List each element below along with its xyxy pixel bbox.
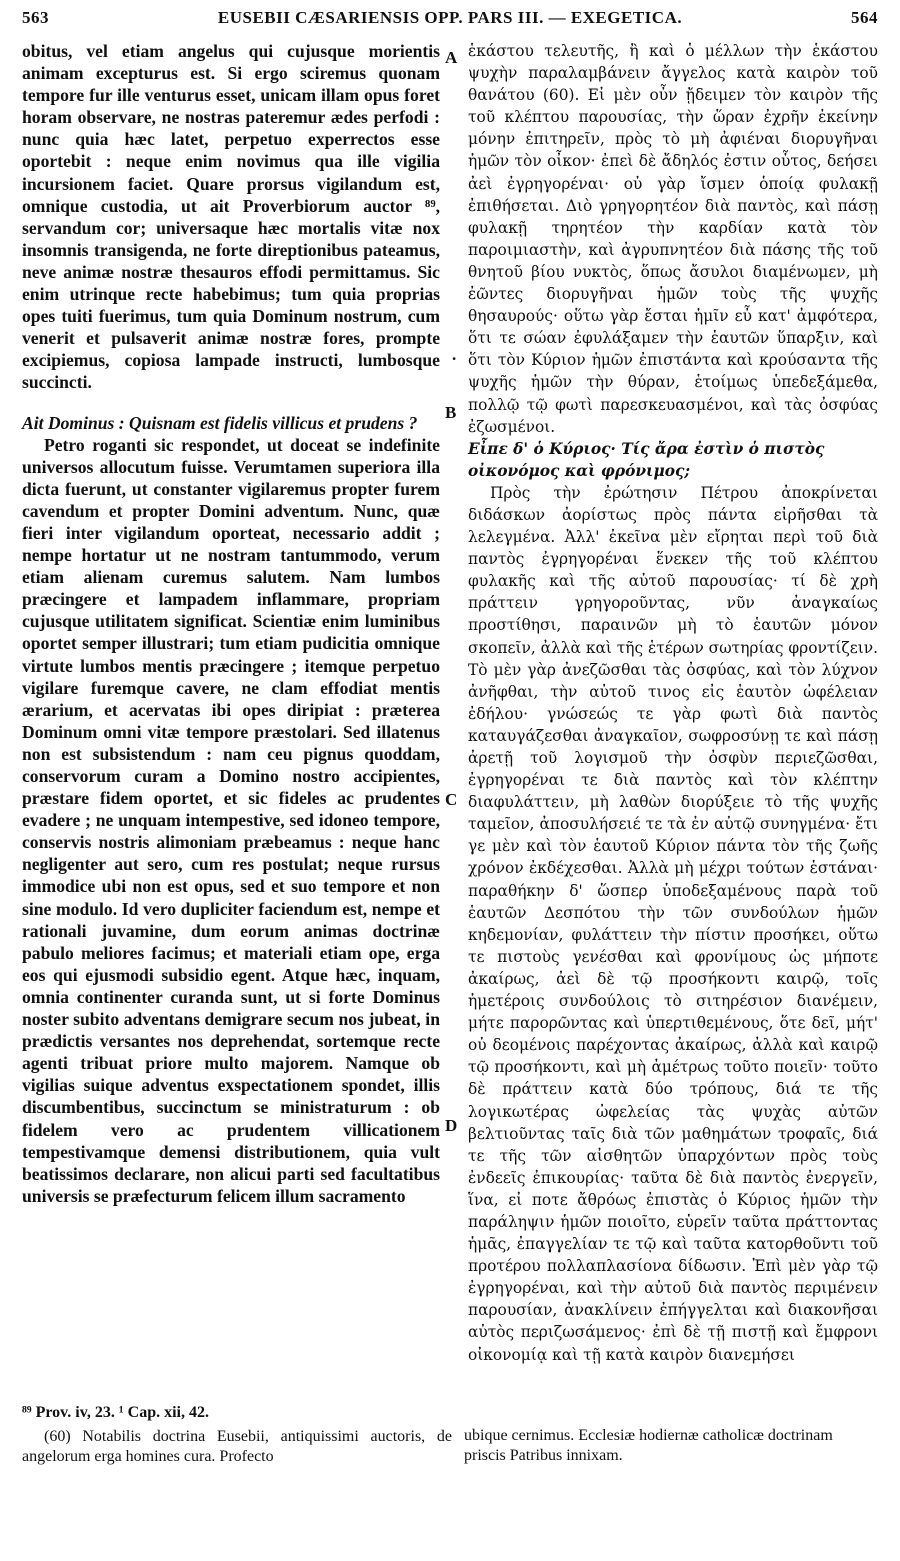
- footnote-60-continued: ubique cernimus. Ecclesiæ hodiernæ catholicæ doctrinam priscis Patribus innixam.: [464, 1427, 833, 1464]
- page-number-left: 563: [22, 8, 49, 27]
- latin-section-heading: Ait Dominus : Quisnam est fidelis villicus et prudens ?: [22, 412, 418, 433]
- latin-column: [22, 40, 440, 1207]
- greek-paragraph-2: Πρὸς τὴν ἐρώτησιν Πέτρου ἀποκρίνεται διδάσκων ἀορίστως πρὸς πάντα εἰρῆσθαι τὰ λελεγμένα. Ἀλλ' ἐκεῖνα μὲν εἴρηται περὶ τοῦ διὰ παντὸς ἐγρηγορέναι ἕνεκεν τῆς τοῦ κλέπτου φυλακῆς καὶ τῆς αὐτοῦ παρουσίας· τί δὲ χρὴ πράττειν γρηγοροῦντας, νῦν ἀναγκαίως προστίθησι, παραινῶν μὴ τὸ ἑαυτῶν μόνον σκοπεῖν, ἀλλὰ καὶ τῆς ἑτέρων σωτηρίας φροντίζειν. Τὸ μὲν γὰρ ἀνεζῶσθαι τὰς ὀσφύας, καὶ τὸν λύχνον ἀνῆφθαι, τὴν αὐτοῦ τινος εἰς ἑαυτὸν ὠφέλειαν ἐδήλου· γνώσεώς τε γὰρ φωτὶ διὰ παντὸς καταυγάζεσθαι ἀναγκαῖον, σωφροσύνῃ τε καὶ πάσῃ ἀρετῇ τοῦ λογισμοῦ τὴν ὀσφὺν περιεζῶσθαι, ἐγρηγορέναι τε διὰ παντὸς καὶ τὸν κλέπτην διαφυλάττειν, μὴ λαθὼν διορύξειε τὸ τῆς ψυχῆς ταμεῖον, ἀποσυλήσειέ τε τὰ ἐν αὐτῷ συνηγμένα· ἔτι γε μὲν καὶ τὸν ἑαυτοῦ Κύριον πάντα τὸν τῆς ζωῆς χρόνον ἐκδέχεσθαι. Ἀλλὰ μὴ μέχρι τούτων ἑστάναι· παραθήκην δ' ὥσπερ ὑποδεξαμένους παρὰ τοῦ ἑαυτῶν Δεσπότου τὴν τῶν συνδούλων ἡμῶν κηδεμονίαν, φυλάττειν τὴν πίστιν προσήκει, οὕτω τε πιστοὺς γενέσθαι καὶ φρονίμους ὡς μήποτε ἀκαίρως, ἀεὶ δὲ τῷ προσήκοντι καιρῷ, τοῖς ἡμετέροις συνδούλοις τὸ σιτηρέσιον διανέμειν, μήτε παρορῶντας καὶ ὑπερτιθεμένους, ὅτε δεῖ, μήτ' οὐ δεομένοις παρέχοντας ἀκαίρως, ἀλλὰ καὶ καιρῷ τῷ προσήκοντι, καὶ μὴ ἀμέτρως τοῦτο ποιεῖν· τοῦτο δὲ πράττειν κατὰ δύο τρόπους, διά τε τῆς λογικωτέρας ὠφελείας τὰς ψυχὰς αὐτῶν βελτιοῦντας ταῖς διὰ τῶν μαθημάτων τροφαῖς, διά τε τῆς τῶν αἰσθητῶν ὑπαρχόντων πρὸς τοὺς ἐνδεεῖς ἐπικουρίας· ταῦτα δὲ διὰ παντὸς ἐνεργεῖν, ἵνα, εἰ ποτε ἄθρόως ἐπιστὰς ὁ Κύριος ἡμῶν τὴν παράληψιν ἡμῶν ποιοῖτο, εὑρεῖν ταῦτα πράττοντας ἡμᾶς, ἐπαγγελίαν τε τῷ καὶ ταῦτα κατορθοῦντι τοῦ προτέρου πολλαπλασίονα δίδωσιν. Ἐπὶ μὲν γὰρ τῷ ἐγρηγορέναι, καὶ τὴν αὐτοῦ διὰ παντὸς περιμένειν παρουσίαν, ἀνακλίνειν ἐπήγγελται καὶ διακονῆσαι αὐτὸς περιζωσάμενος· ἐπὶ δὲ τῇ πιστῇ καὶ ἔμφρονι οἰκονομίᾳ καὶ τῇ κατὰ καιρὸν διανεμήσει: [468, 483, 878, 1364]
- latin-paragraph-2: Petro roganti sic respondet, ut doceat se indefinite universos allocutum fuisse. Verumtamen superiora illa dicta fuerunt, ut constanter vigilaremus propter furem cavendum et propter Domini adventum. Nunc, quæ fieri inter vigilandum oporteat, necessario addit ; nempe hortatur ut ne nostram tantummodo, verum etiam alienam curemus salutem. Nam lumbos præcingere et lampadem inflammare, propriam cujusque utilitatem significat. Scientiæ enim luminibus oportet semper illustrari; tum etiam pudicitia omnique virtute lumbos mentis præcingere ; itemque perpetuo vigilare furemque cavere, ne clam effodiat mentis ærarium, et acervatas ibi opes diripiat : præterea Dominum omni vitæ tempore præstolari. Sed illatenus non est subsistendum : nam ceu pignus quoddam, conservorum curam a Domino nostro accipientes, præstare fidem oportet, et sic fideles ac prudentes evadere ; ne unquam intempestive, sed idoneo tempore, conservis nostris alimoniam præbeamus : neque hanc negligenter aut sero, cum res postulat; neque rursus immodice ubi non est opus, sed et suo tempore et non sine modulo. Id vero dupliciter faciendum est, nempe et rationali juvamine, dum eorum animas doctrinæ pabulo meliores facimus; et materiali etiam ope, erga eos qui ejusmodi subsidio egent. Atque hæc, inquam, omnia continenter curanda sunt, ut si forte Dominus noster subito adventans demigrare secum nos jubeat, in prædictis versantes nos deprehendat, sortemque recte agenti tribuat priore multo majorem. Namque ob vigilias suique adventus exspectationem spondet, illis discumbentibus, succinctum se ministraturum : ob fidelem vero ac prudentem villicationem tempestivamque demensi distributionem, quia vult beatissimos declarare, non alicui parti sed facultatibus universis se præfecturum felicem illum sacramento: [22, 434, 440, 1206]
- margin-letter-c: C: [445, 790, 458, 809]
- greek-paragraph-1: ἑκάστου τελευτῆς, ἢ καὶ ὁ μέλλων τὴν ἑκάστου ψυχὴν παραλαμβάνειν ἄγγελος κατὰ καιρὸν τοῦ θανάτου (60). Εἰ μὲν οὖν ᾔδειμεν τὸν καιρὸν τῆς τοῦ κλέπτου παρουσίας, τὴν ὥραν ἐχρῆν ἐκείνην μόνην ἐπιτηρεῖν, πρὸς τὸ μὴ ἀφιέναι διορυγῆναι ἡμῶν τὸν οἶκον· ἐπεὶ δὲ ἄδηλός ἐστιν οὗτος, δεήσει ἀεὶ ἐγρηγορέναι· οὐ γὰρ ἴσμεν ὁποίᾳ φυλακῇ ἐπιθήσεται. Διὸ γρηγορητέον διὰ παντὸς, καὶ πάσῃ φυλακῇ τηρητέον τὴν καρδίαν κατὰ τὸν παροιμιαστὴν, καὶ ἀγρυπνητέον διὰ πάσης τῆς τοῦ θνητοῦ βίου νυκτὸς, ὅπως ἄσυλοι διαμένωμεν, μὴ ἐῶντες διορυγῆναι ἡμῶν τοὺς τῆς ψυχῆς θησαυρούς· οὕτω γὰρ ἔσται ἡμῖν εὖ κατ' ἀμφότερα, ὅτι τε σώαν ἐφυλάξαμεν τὴν ἑαυτῶν ὕπαρξιν, καὶ ὅτι τὸν Κύριον ἡμῶν ἐπιστάντα καὶ κρούσαντα τῆς ψυχῆς ἡμῶν τὴν θύραν, ἑτοίμως ὑπεδεξάμεθα, πολλῷ τῷ φωτὶ παρεσκευασμένοι, καὶ τὰς ὀσφύας ἐζωσμένοι.: [468, 42, 878, 436]
- margin-letter-d: D: [445, 1116, 458, 1135]
- latin-paragraph-1: obitus, vel etiam angelus qui cujusque morientis animam excepturus est. Si ergo sciremus quonam tempore fur ille venturus esset, unicam illam opus foret horam observare, ne nostras pateremur ædes perfodi : nunc quia hæc latet, perpetuo experrectos esse oportebit : neque enim novimus qua ille vigilia incursionem faciet. Quare prorsus vigilandum est, omnique custodia, ut ait Proverbiorum auctor ⁸⁹, servandum cor; universaque hæc mortalis vitæ nox insomnis transigenda, ne forte direptionibus pateamus, neve animæ nostræ thesauros effodi permittamus. Sic enim utrinque recte habebimus; tum quia proprias opes tuiti fuerimus, tum quia Dominum nostrum, cum venerit et pulsaverit animæ nostræ fores, prompte excipiemus, copiosa lampade instructi, lumbosque succincti.: [22, 41, 440, 393]
- greek-column: [468, 40, 878, 1366]
- footnotes: [22, 1403, 452, 1467]
- page-number-right: 564: [851, 8, 878, 27]
- greek-section-heading: Εἶπε δ' ὁ Κύριος· Τίς ἄρα ἐστὶν ὁ πιστὸς οἰκονόμος καὶ φρόνιμος;: [468, 439, 825, 480]
- footnote-continuation: [464, 1426, 878, 1466]
- margin-letter-a: A: [445, 48, 458, 67]
- running-head: [22, 8, 878, 32]
- footnote-references: ⁸⁹ Prov. iv, 23. ¹ Cap. xii, 42.: [22, 1404, 209, 1421]
- footnote-60: (60) Notabilis doctrina Eusebii, antiquissimi auctoris, de angelorum erga homines cura. Profecto: [22, 1428, 452, 1465]
- page-title: EUSEBII CÆSARIENSIS OPP. PARS III. — EXEGETICA.: [217, 8, 683, 27]
- margin-dot: .: [452, 345, 457, 364]
- margin-letter-b: B: [445, 403, 457, 422]
